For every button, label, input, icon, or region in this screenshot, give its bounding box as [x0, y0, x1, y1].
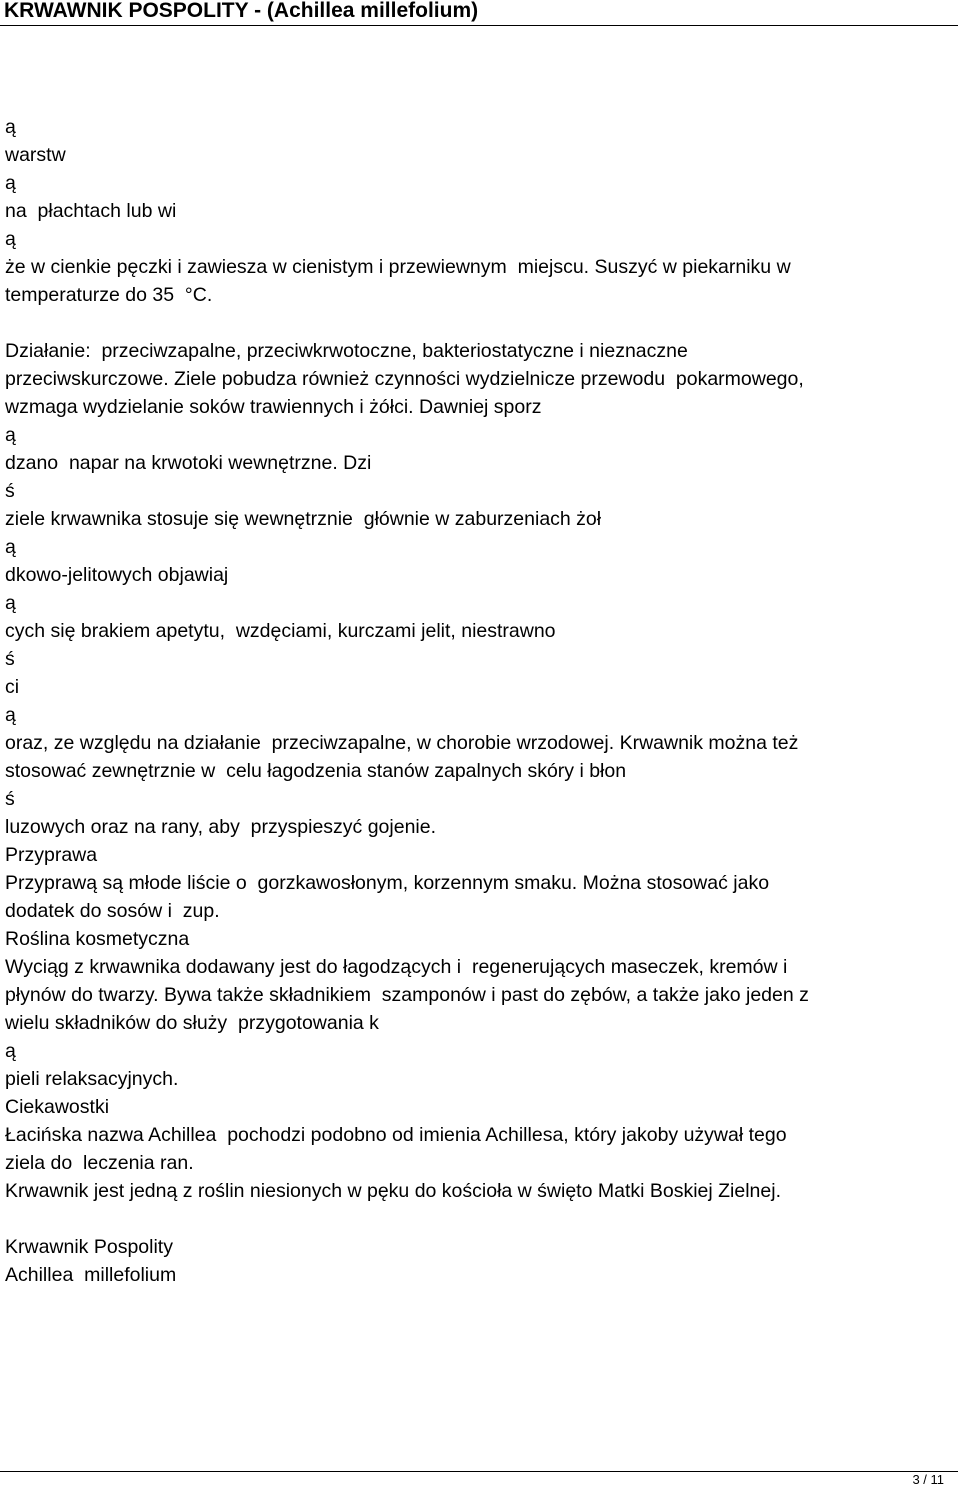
text-line: ą: [5, 704, 16, 726]
text-line: ś: [5, 480, 15, 502]
text-line: Krwawnik jest jedną z roślin niesionych w pęku do kościoła w święto Matki Boskiej Zielnej.: [5, 1180, 782, 1202]
text-line: Przyprawa: [5, 844, 98, 866]
text-line: oraz, ze względu na działanie przeciwzapalne, w chorobie wrzodowej. Krwawnik można też: [5, 732, 799, 754]
text-line: przeciwskurczowe. Ziele pobudza również czynności wydzielnicze przewodu pokarmowego,: [5, 368, 804, 390]
text-line: ą: [5, 116, 16, 138]
text-line: dzano napar na krwotoki wewnętrzne. Dzi: [5, 452, 372, 474]
document-title: KRWAWNIK POSPOLITY - (Achillea millefolium): [4, 0, 479, 22]
text-line: stosować zewnętrznie w celu łagodzenia stanów zapalnych skóry i błon: [5, 760, 627, 782]
text-line: że w cienkie pęczki i zawiesza w cienistym i przewiewnym miejscu. Suszyć w piekarniku w: [5, 256, 791, 278]
text-line: ą: [5, 424, 16, 446]
text-line: Przyprawą są młode liście o gorzkawosłonym, korzennym smaku. Można stosować jako: [5, 872, 770, 894]
text-line: ą: [5, 592, 16, 614]
text-line: ziele krwawnika stosuje się wewnętrznie głównie w zaburzeniach żoł: [5, 508, 602, 530]
document-body: [5, 113, 945, 1289]
page-header: [0, 0, 960, 27]
text-line: ś: [5, 648, 15, 670]
text-line: warstw: [5, 144, 66, 166]
text-line: Achillea millefolium: [5, 1264, 177, 1286]
text-line: cych się brakiem apetytu, wzdęciami, kurczami jelit, niestrawno: [5, 620, 556, 642]
text-line: pieli relaksacyjnych.: [5, 1068, 179, 1090]
text-line: ś: [5, 788, 15, 810]
footer-divider: [0, 1471, 958, 1472]
text-line: [5, 309, 945, 337]
text-line: Krwawnik Pospolity: [5, 1236, 173, 1258]
text-line: ci: [5, 676, 20, 698]
text-line: Roślina kosmetyczna: [5, 928, 190, 950]
text-line: Wyciąg z krwawnika dodawany jest do łagodzących i regenerujących maseczek, kremów i: [5, 956, 788, 978]
text-line: ą: [5, 536, 16, 558]
text-line: Łacińska nazwa Achillea pochodzi podobno od imienia Achillesa, który jakoby używał tego: [5, 1124, 787, 1146]
text-line: [5, 1205, 945, 1233]
text-line: wielu składników do służy przygotowania k: [5, 1012, 379, 1034]
text-line: luzowych oraz na rany, aby przyspieszyć gojenie.: [5, 816, 437, 838]
text-line: dkowo-jelitowych objawiaj: [5, 564, 229, 586]
text-line: wzmaga wydzielanie soków trawiennych i żółci. Dawniej sporz: [5, 396, 542, 418]
page-number: 3 / 11: [912, 1472, 944, 1487]
text-line: ą: [5, 228, 16, 250]
header-divider: [0, 25, 958, 26]
text-line: ą: [5, 172, 16, 194]
text-line: płynów do twarzy. Bywa także składnikiem szamponów i past do zębów, a także jako jeden z: [5, 984, 809, 1006]
text-line: ziela do leczenia ran.: [5, 1152, 194, 1174]
text-line: temperaturze do 35 °C.: [5, 284, 213, 306]
text-line: dodatek do sosów i zup.: [5, 900, 220, 922]
text-line: Działanie: przeciwzapalne, przeciwkrwotoczne, bakteriostatyczne i nieznaczne: [5, 340, 688, 362]
text-line: ą: [5, 1040, 16, 1062]
text-line: Ciekawostki: [5, 1096, 110, 1118]
text-line: na płachtach lub wi: [5, 200, 177, 222]
